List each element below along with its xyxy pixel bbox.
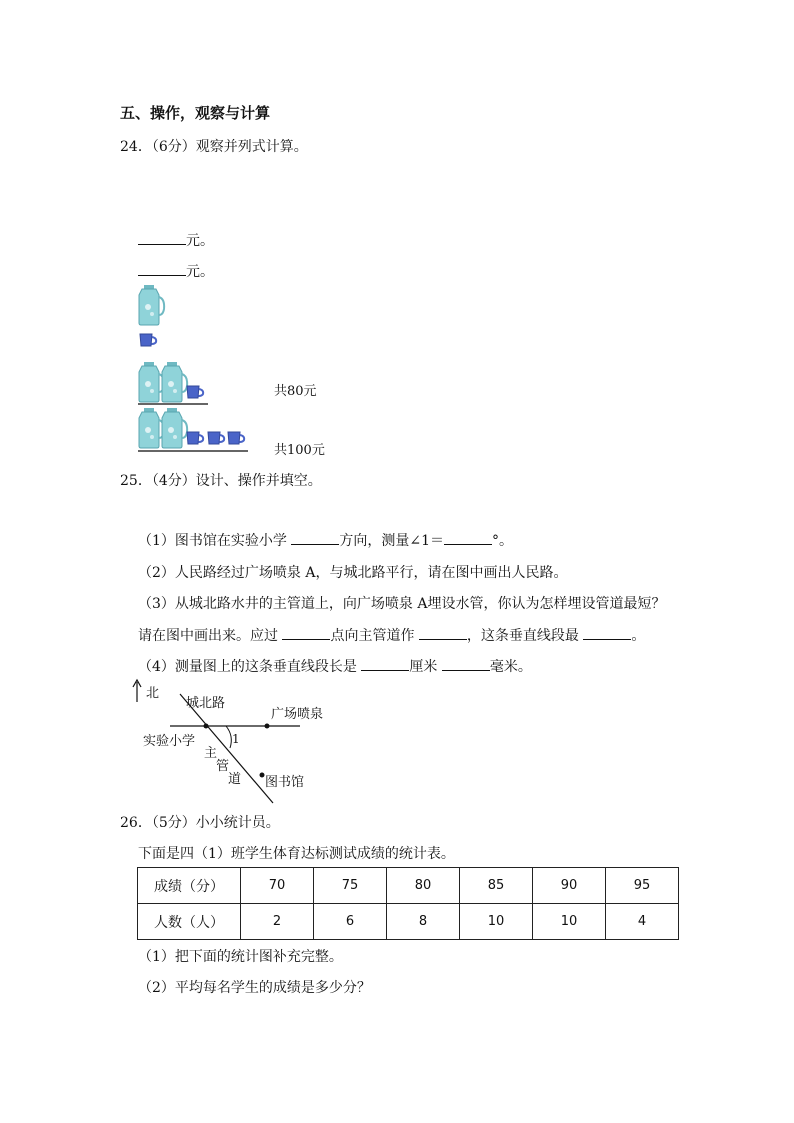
cm-blank[interactable] — [361, 656, 409, 671]
point-blank[interactable] — [282, 625, 330, 640]
score-cell: 85 — [460, 868, 533, 904]
q25-part4: （4）测量图上的这条垂直线段长是 厘米 毫米。 — [138, 656, 532, 676]
q26-title: 26．（5分）小小统计员。 — [120, 815, 280, 831]
score-cell: 70 — [241, 868, 314, 904]
count-header: 人数（人） — [138, 904, 241, 940]
q26-intro: 下面是四（1）班学生体育达标测试成绩的统计表。 — [138, 846, 455, 862]
kettle-icon — [139, 408, 164, 448]
cup-icon — [208, 432, 224, 444]
kettle-icon — [162, 408, 187, 448]
direction-blank[interactable] — [291, 530, 339, 545]
answer-blank[interactable] — [138, 230, 186, 245]
kettle-cup-illustration — [138, 284, 318, 456]
q24-title: 24．（6分）观察并列式计算。 — [120, 139, 308, 155]
cup-icon — [187, 386, 203, 398]
fountain-label: 广场喷泉 — [271, 707, 324, 722]
total-80-label: 共80元 — [274, 384, 317, 399]
north-label: 北 — [146, 686, 160, 701]
score-cell: 80 — [387, 868, 460, 904]
count-cell: 8 — [387, 904, 460, 940]
total-100-label: 共100元 — [274, 443, 325, 458]
table-row — [138, 868, 679, 904]
pipe-label-3: 道 — [228, 772, 242, 787]
cup-icon — [140, 334, 156, 346]
count-cell: 2 — [241, 904, 314, 940]
score-header: 成绩（分） — [138, 868, 241, 904]
q26-sub2: （2）平均每名学生的成绩是多少分？ — [138, 980, 371, 996]
kettle-icon — [139, 285, 164, 325]
count-cell: 4 — [606, 904, 679, 940]
school-point — [204, 724, 209, 729]
mm-blank[interactable] — [442, 656, 490, 671]
school-label: 实验小学 — [143, 734, 196, 749]
score-cell: 90 — [533, 868, 606, 904]
score-table — [137, 867, 679, 940]
q24-answer-line-1: 元。 — [138, 230, 214, 250]
library-label: 图书馆 — [265, 775, 305, 790]
line-blank[interactable] — [419, 625, 467, 640]
angle-blank[interactable] — [444, 530, 492, 545]
q25-title: 25．（4分）设计、操作并填空。 — [120, 473, 322, 489]
q26-sub1: （1）把下面的统计图补充完整。 — [138, 949, 343, 965]
q24-answer-line-2: 元。 — [138, 261, 214, 281]
road-label: 城北路 — [186, 696, 226, 711]
shortest-blank[interactable] — [583, 625, 631, 640]
score-cell: 95 — [606, 868, 679, 904]
score-cell: 75 — [314, 868, 387, 904]
library-point — [260, 773, 265, 778]
q25-part3: （3）从城北路水井的主管道上，向广场喷泉 A埋设水管，你认为怎样埋设管道最短？ — [138, 596, 666, 612]
fountain-point — [265, 724, 270, 729]
count-cell: 6 — [314, 904, 387, 940]
q25-part1: （1）图书馆在实验小学 方向，测量∠1＝ °。 — [138, 530, 513, 550]
q25-part3-continued: 请在图中画出来。应过 点向主管道作 ，这条垂直线段最 。 — [138, 625, 645, 645]
pipe-label-2: 管 — [216, 759, 230, 774]
q25-part2: （2）人民路经过广场喷泉 A，与城北路平行，请在图中画出人民路。 — [138, 565, 568, 581]
angle-label: 1 — [232, 732, 240, 746]
pipe-label-1: 主 — [204, 746, 218, 761]
count-cell: 10 — [460, 904, 533, 940]
cup-icon — [228, 432, 244, 444]
cup-icon — [187, 432, 203, 444]
section-title: 五、操作，观察与计算 — [120, 104, 271, 122]
kettle-icon — [162, 362, 187, 402]
answer-blank[interactable] — [138, 261, 186, 276]
count-cell: 10 — [533, 904, 606, 940]
kettle-icon — [139, 362, 164, 402]
table-row — [138, 904, 679, 940]
